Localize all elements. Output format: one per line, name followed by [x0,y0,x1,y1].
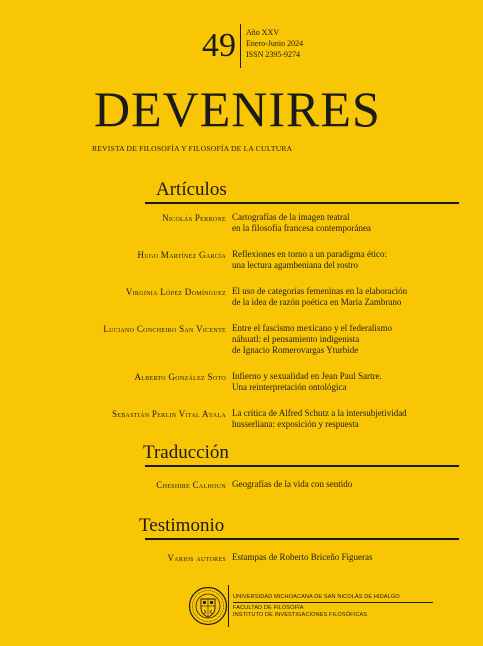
article-author: Sebastián Perlin Vital Ayala [111,409,226,419]
footer-rule [233,602,433,603]
article-title-line: de Ignacio Romerovargas Yturbide [232,345,359,355]
section-heading-traduccion: Traducción [143,442,229,463]
period-label: Enero-Junio 2024 [246,39,304,48]
section-heading-testimonio: Testimonio [139,515,225,536]
article-author: Virginia López Domínguez [125,287,226,297]
article-author: Alberto González Soto [134,372,226,382]
section-rule-testimonio [145,538,459,540]
university-name: UNIVERSIDAD MICHOACANA DE SAN NICOLÁS DE HIDALGO [233,594,400,600]
article-author: Luciano Concheiro San Vicente [103,324,226,334]
article-title-line: Estampas de Roberto Briceño Figueras [232,552,373,562]
year-label: Año XXV [246,28,280,37]
article-author: Varios autores [167,553,226,563]
faculty-name: FACULTAD DE FILOSOFÍA [233,605,304,611]
logo-divider [228,585,229,627]
article-author: Hugo Martínez García [137,250,226,260]
article-title-line: de la idea de razón poética en María Zambrano [232,297,402,307]
institute-name: INSTITUTO DE INVESTIGACIONES FILOSÓFICAS [233,612,368,618]
article-title-line: Geografías de la vida con sentido [232,479,353,489]
issue-number: 49 [202,27,236,64]
article-title-line: La crítica de Alfred Schutz a la intersubjetividad [232,408,407,418]
article-title-line: Una reinterpretación ontológica [232,382,347,392]
article-title-line: El uso de categorías femeninas en la elaboración [232,286,408,296]
section-rule-articulos [145,202,459,204]
article-title-line: una lectura agambeniana del rostro [232,260,358,270]
article-title-line: Entre el fascismo mexicano y el federalismo [232,323,392,333]
university-seal-icon [188,586,228,626]
article-title-line: Reflexiones en torno a un paradigma ético: [232,249,387,259]
issn-label: ISSN 2395-9274 [246,50,301,59]
article-title-line: Infierno y sexualidad en Jean Paul Sartre. [232,371,382,381]
journal-title: DEVENIRES [94,81,381,137]
section-heading-articulos: Artículos [156,179,227,200]
article-title-line: Cartografías de la imagen teatral [232,212,350,222]
article-title-line: en la filosofía francesa contemporánea [232,223,371,233]
journal-subtitle: REVISTA DE FILOSOFÍA Y FILOSOFÍA DE LA CULTURA [92,144,293,153]
section-rule-traduccion [145,465,459,467]
article-title-line: husserliana: exposición y respuesta [232,419,359,429]
article-author: Cheshire Calhoun [156,480,226,490]
article-author: Nicolás Perrone [162,213,226,223]
article-title-line: náhuatl: el pensamiento indigenista [232,334,360,344]
issue-divider [240,24,241,68]
